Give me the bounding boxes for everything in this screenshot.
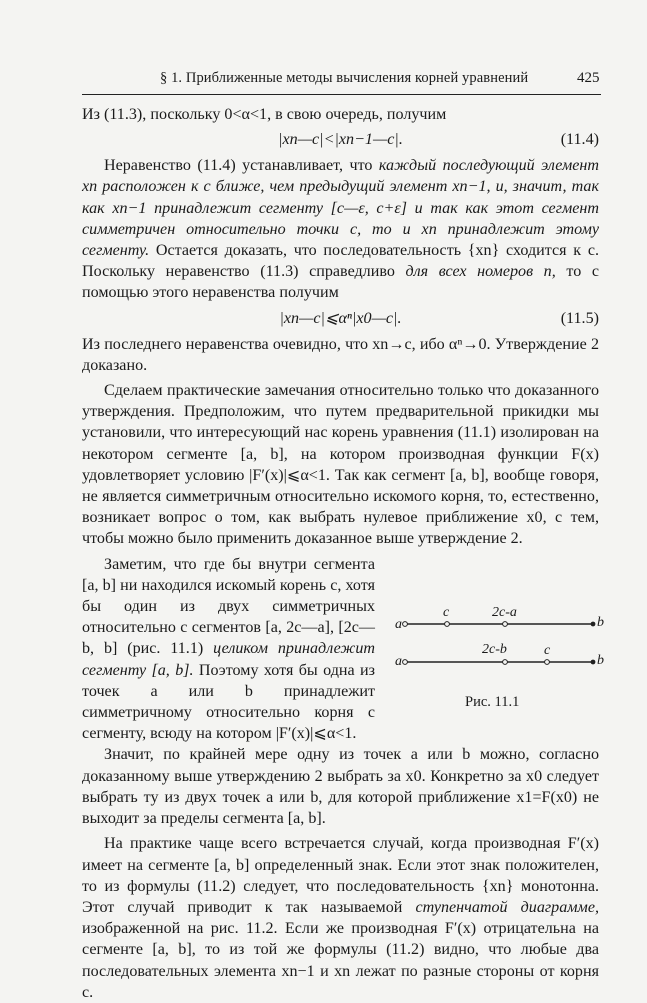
p2-text-e: то с помощью этого неравенства получим: [82, 263, 599, 302]
label-b-2: b: [597, 653, 604, 668]
label-c-2: c: [544, 643, 551, 658]
p2-text-c: Остается доказать, что последовательность {xn} сходится к c. Поскольку неравенство (11.3) справедливо: [82, 242, 599, 281]
equation-11-4-formula: |xn—c|<|xn−1—c|.: [278, 131, 403, 149]
p5-text-a: Заметим, что где бы внутри сегмента [a, b] ни находился искомый корень c, хотя бы один из двух симметричных относительно c сегментов [a, 2c—a], [2c—b, b] (рис. 11.1): [82, 555, 375, 658]
p5-text-c: Поэтому хотя бы одна из точек a или b принадлежит симметричному относительно корня c сегменту, всюду на котором |F′(x)|⩽α<1.: [82, 661, 375, 743]
paragraph-4: Сделаем практические замечания относительно только что доказанного утверждения. Предположим, что путем предварительной прикидки мы установили, что интересующий нас корень уравнения (11.1) изолирован на некотором сегменте [a, b], на котором производная функции F(x) удовлетворяет условию |F′(x)|⩽α<1. Так как сегмент [a, b], вообще говоря, не является симметричным относительно искомого корня, то, естественно, возникает вопрос о том, как выбрать нулевое приближение x0, с тем, чтобы можно было применить доказанное выше утверждение 2.: [82, 382, 599, 548]
equation-11-5: [82, 304, 599, 334]
point-b-2: [591, 660, 596, 665]
label-2c-b: 2c-b: [482, 642, 507, 657]
equation-11-4-number: (11.4): [560, 131, 599, 149]
point-a-1: [403, 622, 408, 627]
label-a-1: a: [395, 617, 402, 632]
paragraph-2: [82, 155, 599, 303]
running-header: § 1. Приближенные методы вычисления корней уравнений: [160, 70, 529, 86]
point-c-1: [445, 622, 450, 627]
label-2c-a: 2c-a: [492, 605, 517, 620]
point-b-1: [591, 622, 596, 627]
p7-text-c: изображенной на рис. 11.2. Если же производная F′(x) отрицательна на сегменте [a, b], то из той же формулы (11.2) видно, что любые два последовательных элемента xn−1 и xn лежат по разные стороны от корня c.: [82, 920, 599, 1001]
point-a-2: [403, 660, 408, 665]
equation-11-5-number: (11.5): [560, 309, 599, 327]
label-b-1: b: [597, 615, 604, 630]
figure-11-1: [395, 600, 607, 730]
label-c-1: c: [443, 605, 450, 620]
point-2c-a: [503, 622, 508, 627]
p2-text-a: Неравенство (11.4) устанавливает, что: [104, 157, 379, 175]
p5-italic-belongs: целиком принадлежит сегменту [a, b].: [82, 640, 375, 679]
p7-text-a: На практике чаще всего встречается случай, когда производная F′(x) имеет на сегменте [a, b] определенный знак. Если этот знак положителен, то из формулы (11.2) следует, что последовательность {xn} монотонна. Этот случай приводит к так называемой: [82, 835, 599, 916]
point-c-2: [545, 660, 550, 665]
main-text: [82, 104, 599, 1003]
paragraph-1: Из (11.3), поскольку 0<α<1, в свою очередь, получим: [82, 106, 447, 123]
equation-11-5-formula: |xn—c|⩽αⁿ|x0—c|.: [279, 309, 402, 327]
paragraph-7: [82, 833, 599, 1003]
p7-italic-step: ступенчатой диаграмме,: [415, 898, 599, 916]
header-rule: [82, 94, 601, 95]
p2-italic-claim: каждый последующий элемент xn расположен к c ближе, чем предыдущий элемент xn−1, и, значит, так как xn−1 принадлежит сегменту [c—ε, c+ε] и так как этот сегмент симметричен относительно точки c, то и xn принадлежит этому сегменту.: [82, 157, 600, 260]
page-number: 425: [577, 70, 600, 86]
point-2c-b: [503, 660, 508, 665]
p2-italic-all-n: для всех номеров n,: [405, 263, 556, 281]
equation-11-4: [82, 125, 599, 155]
paragraph-3: Из последнего неравенства очевидно, что xn→c, ибо αⁿ→0. Утверждение 2 доказано.: [82, 335, 599, 374]
label-a-2: a: [395, 654, 402, 669]
figure-caption: Рис. 11.1: [465, 694, 520, 710]
paragraph-6: Значит, по крайней мере одну из точек a или b можно, согласно доказанному выше утверждению 2 выбрать за x0. Конкретно за x0 следует выбрать ту из двух точек a или b, для которой приближение x1=F(x0) не выходит за пределы сегмента [a, b].: [82, 746, 599, 828]
